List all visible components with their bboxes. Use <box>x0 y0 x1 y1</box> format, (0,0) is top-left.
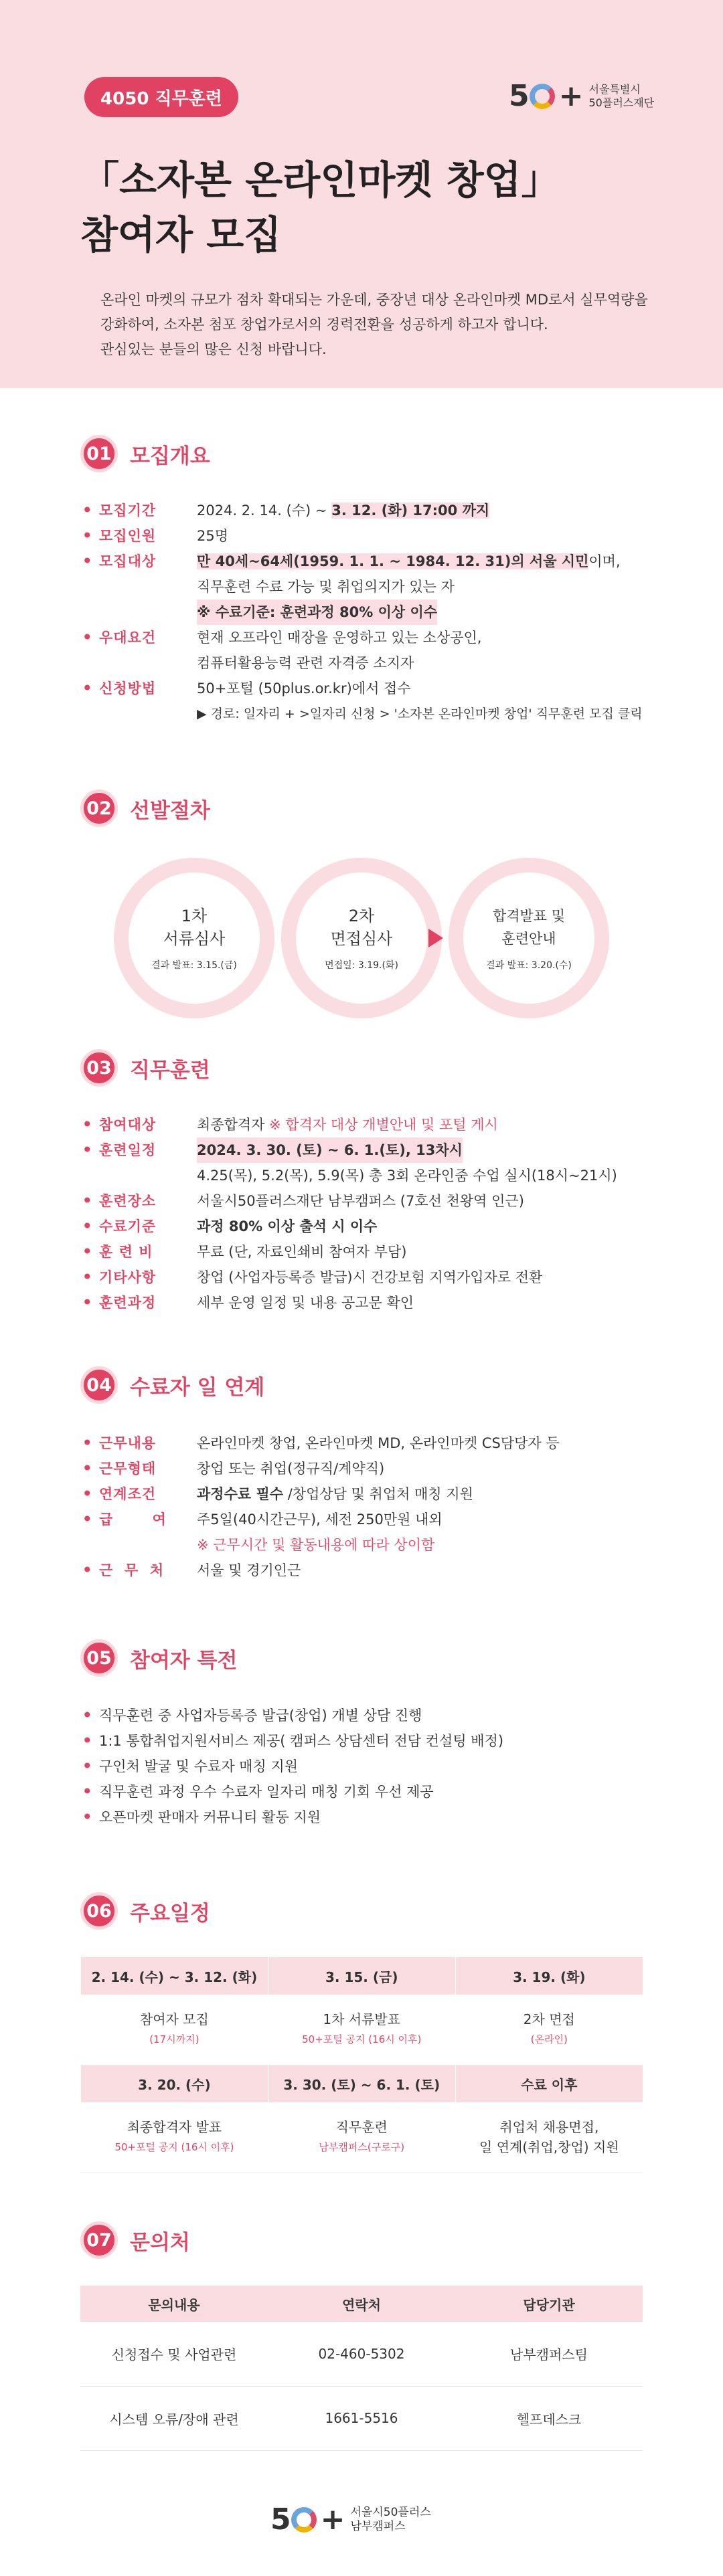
event-note: 50+포털 공지 (16시 이후) <box>114 2141 234 2154</box>
schedule-date: 3. 19. (화) <box>455 1957 643 1995</box>
section-header-training <box>80 1049 210 1087</box>
step-title: 합격발표 및 <box>492 908 566 924</box>
value: /창업상담 및 취업처 매칭 지원 <box>283 1486 473 1502</box>
step-note: 결과 발표: 3.15.(금) <box>151 960 237 971</box>
row-people: • 모집인원 25명 <box>82 523 228 549</box>
label: 근무내용 <box>99 1435 157 1451</box>
section-title: 선발절차 <box>130 798 210 823</box>
intro-line1: 온라인 마켓의 규모가 점차 확대되는 가운데, 중장년 대상 온라인마켓 MD로서 실무역량을 <box>100 292 648 308</box>
value: 서울 및 경기인근 <box>197 1562 301 1578</box>
inquiry-topic: 시스템 오류/장애 관련 <box>80 2386 268 2450</box>
contact-header-row <box>80 2286 643 2322</box>
schedule-date: 3. 15. (금) <box>268 1957 455 1995</box>
page-title <box>80 153 560 262</box>
label: 연계조건 <box>99 1486 157 1502</box>
contact-row <box>80 2322 643 2386</box>
section-number: 07 <box>80 2221 118 2259</box>
label: 모집기간 <box>99 502 157 519</box>
note: ※ 합격자 대상 개별안내 및 포털 게시 <box>269 1117 498 1133</box>
phone-number[interactable]: 02-460-5302 <box>268 2322 455 2386</box>
schedule-header-row <box>81 2065 643 2102</box>
event: 1차 서류발표 <box>323 2011 401 2028</box>
row-job: • 근무내용 온라인마켓 창업, 온라인마켓 MD, 온라인마켓 CS담당자 등 <box>82 1431 560 1456</box>
row-train-schedule: • 훈련일정 2024. 3. 30. (토) ~ 6. 1.(토), 13차시 <box>82 1137 463 1163</box>
pref-line2: 컴퓨터활용능력 관련 자격증 소지자 <box>197 655 414 671</box>
event: 취업처 채용면접, <box>499 2119 599 2136</box>
row-pay: • 급 여 주5일(40시간근무), 세전 250만원 내외 <box>82 1507 443 1532</box>
contact-table <box>80 2286 643 2451</box>
value: 2024. 3. 30. (토) ~ 6. 1.(토), 13차시 <box>197 1137 463 1163</box>
logo-ring-icon <box>291 2507 317 2533</box>
value: 세부 운영 일정 및 내용 공고문 확인 <box>197 1295 414 1311</box>
arrow-right-icon <box>428 929 443 947</box>
schedule-date: 2. 14. (수) ~ 3. 12. (화) <box>81 1957 268 1995</box>
schedule-cell <box>268 2102 455 2173</box>
value: 창업 (사업자등록증 발급)시 건강보험 지역가입자로 전환 <box>197 1269 543 1285</box>
benefit-item: • 1:1 통합취업지원서비스 제공( 캠퍼스 상담센터 전담 컨설팅 배정) <box>82 1728 503 1754</box>
program-badge: 4050 직무훈련 <box>84 77 238 117</box>
row-target: • 모집대상 만 40세~64세(1959. 1. 1. ~ 1984. 12. 31)의 서울 시민이며, <box>82 549 621 574</box>
step-title: 2차 <box>348 907 375 925</box>
schedule-cell <box>268 1995 455 2065</box>
target-line3: ※ 수료기준: 훈련과정 80% 이상 이수 <box>197 600 437 625</box>
department: 헬프데스크 <box>455 2386 643 2450</box>
selection-step-2-disc <box>281 858 442 1018</box>
row-apply: • 신청방법 50+포털 (50plus.or.kr)에서 접수 <box>82 676 411 701</box>
step-title: 서류심사 <box>163 929 226 948</box>
title-line2: 참여자 모집 <box>80 212 282 258</box>
inquiry-topic: 신청접수 및 사업관련 <box>80 2322 268 2386</box>
step-note: 결과 발표: 3.20.(수) <box>486 960 572 971</box>
section-header-benefits <box>80 1639 238 1677</box>
deadline-highlight: 3. 12. (화) 17:00 까지 <box>331 502 490 519</box>
section-number: 04 <box>80 1366 118 1404</box>
intro-line2: 강화하여, 소자본 첨포 창업가로서의 경력전환을 성공하게 하고자 합니다. <box>100 316 548 333</box>
row-train-target: • 참여대상 최종합격자 ※ 합격자 대상 개별안내 및 포털 게시 <box>82 1112 498 1137</box>
label: 훈 련 비 <box>99 1244 153 1260</box>
row-train-done: • 수료기준 과정 80% 이상 출석 시 이수 <box>82 1214 377 1239</box>
event: 2차 면접 <box>523 2011 575 2028</box>
label: 훈련과정 <box>99 1295 157 1311</box>
label: 우대요건 <box>99 630 157 646</box>
label: 모집대상 <box>99 553 157 569</box>
schedule-cell <box>455 1995 643 2065</box>
label: 훈련장소 <box>99 1193 157 1209</box>
section-number: 05 <box>80 1639 118 1677</box>
benefit-text: 오픈마켓 판매자 커뮤니티 활동 지원 <box>99 1809 321 1825</box>
section-title: 참여자 특전 <box>130 1648 238 1673</box>
event: 일 연계(취업,창업) 지원 <box>479 2139 619 2156</box>
value: 창업 또는 취업(정규직/계약직) <box>197 1461 385 1477</box>
event-note: (17시까지) <box>149 2033 199 2046</box>
section-number: 01 <box>80 435 118 472</box>
step-title: 면접심사 <box>330 929 393 948</box>
row-type: • 근무형태 창업 또는 취업(정규직/계약직) <box>82 1456 384 1481</box>
department: 남부캠퍼스팀 <box>455 2322 643 2386</box>
step-note: 면접일: 3.19.(화) <box>325 960 398 971</box>
contact-row <box>80 2386 643 2450</box>
foundation-logo: 5 + 서울특별시 50플러스재단 <box>509 79 655 113</box>
title-line1: 「소자본 온라인마켓 창업」 <box>80 157 560 203</box>
label: 기타사항 <box>99 1269 157 1285</box>
section-number: 03 <box>80 1049 118 1087</box>
selection-step-1 <box>114 858 274 1018</box>
section-title: 모집개요 <box>130 444 210 468</box>
row-train-etc: • 기타사항 창업 (사업자등록증 발급)시 건강보험 지역가입자로 전환 <box>82 1265 542 1290</box>
label: 모집인원 <box>99 528 157 544</box>
row-train-fee: • 훈 련 비 무료 (단, 자료인쇄비 참여자 부담) <box>82 1239 406 1265</box>
benefit-item: • 구인처 발굴 및 수료자 매칭 지원 <box>82 1754 298 1779</box>
plus-icon: + <box>320 2502 344 2537</box>
benefit-text: 구인처 발굴 및 수료자 매칭 지원 <box>99 1758 299 1774</box>
benefit-text: 직무훈련 중 사업자등록증 발급(창업) 개별 상담 진행 <box>99 1708 422 1724</box>
row-condition: • 연계조건 과정수료 필수 /창업상담 및 취업처 매칭 지원 <box>82 1481 473 1507</box>
section-title: 문의처 <box>130 2230 190 2255</box>
row-period: • 모집기간 2024. 2. 14. (수) ~ 3. 12. (화) 17:00 까지 <box>82 498 489 523</box>
event: 최종합격자 발표 <box>127 2119 222 2136</box>
schedule-line2: 4.25(목), 5.2(목), 5.9(목) 총 3회 온라인줌 수업 실시(18시~21시) <box>197 1168 617 1184</box>
logo-ring-icon <box>530 84 555 109</box>
schedule-table <box>80 1957 643 2173</box>
value: 주5일(40시간근무), 세전 250만원 내외 <box>197 1511 443 1528</box>
label: 급 여 <box>99 1511 167 1528</box>
row-train-course: • 훈련과정 세부 운영 일정 및 내용 공고문 확인 <box>82 1290 414 1315</box>
event-note: (온라인) <box>530 2033 568 2046</box>
phone-number[interactable]: 1661-5516 <box>268 2386 455 2450</box>
step-title: 1차 <box>181 907 208 925</box>
label: 훈련일정 <box>99 1142 157 1158</box>
label: 근 무 처 <box>99 1562 165 1578</box>
value-strong: 과정수료 필수 <box>197 1486 284 1502</box>
label: 근무형태 <box>99 1461 157 1477</box>
value: 이며, <box>588 553 621 569</box>
value: 25명 <box>197 528 229 544</box>
row-preference: • 우대요건 현재 오프라인 매장을 운영하고 있는 소상공인, <box>82 625 481 650</box>
value: 50+포털 (50plus.or.kr)에서 접수 <box>197 680 411 697</box>
plus-icon: + <box>558 79 582 113</box>
schedule-cell <box>81 2102 268 2173</box>
footer-org-line1: 서울시50플러스 <box>350 2505 431 2519</box>
value: 무료 (단, 자료인쇄비 참여자 부담) <box>197 1244 407 1260</box>
event-note: 남부캠퍼스(구로구) <box>319 2141 405 2154</box>
row-location: • 근 무 처 서울 및 경기인근 <box>82 1558 301 1583</box>
schedule-header-row <box>81 1957 643 1995</box>
section-header-selection <box>80 790 210 827</box>
hero-banner <box>0 0 723 388</box>
value: 2024. 2. 14. (수) ~ <box>197 502 332 519</box>
section-title: 수료자 일 연계 <box>130 1375 265 1400</box>
column-header: 담당기관 <box>455 2286 643 2322</box>
benefit-item: • 직무훈련 과정 우수 수료자 일자리 매칭 기회 우선 제공 <box>82 1779 434 1805</box>
section-title: 주요일정 <box>130 1901 210 1926</box>
step-title: 훈련안내 <box>501 931 556 947</box>
event-note: 50+포털 공지 (16시 이후) <box>302 2033 422 2046</box>
logo-org-line2: 50플러스재단 <box>588 96 655 109</box>
value: 현재 오프라인 매장을 운영하고 있는 소상공인, <box>197 630 482 646</box>
section-number: 06 <box>80 1892 118 1930</box>
label: 수료기준 <box>99 1218 157 1234</box>
intro-line3: 관심있는 분들의 많은 신청 바랍니다. <box>100 341 327 357</box>
section-title: 직무훈련 <box>130 1058 210 1083</box>
target-highlight: 만 40세~64세(1959. 1. 1. ~ 1984. 12. 31)의 서울 시민 <box>197 553 589 569</box>
schedule-cell <box>81 1995 268 2065</box>
label: 신청방법 <box>99 680 157 697</box>
section-header-schedule <box>80 1892 210 1930</box>
schedule-cell <box>455 2102 643 2173</box>
value: 과정 80% 이상 출석 시 이수 <box>197 1218 378 1234</box>
schedule-date: 3. 20. (수) <box>81 2065 268 2102</box>
schedule-row <box>81 2102 643 2173</box>
value: 온라인마켓 창업, 온라인마켓 MD, 온라인마켓 CS담당자 등 <box>197 1435 560 1451</box>
footer-org-line2: 남부캠퍼스 <box>350 2519 406 2533</box>
target-line2: 직무훈련 수료 가능 및 취업의지가 있는 자 <box>197 579 455 595</box>
column-header: 문의내용 <box>80 2286 268 2322</box>
section-number: 02 <box>80 790 118 827</box>
benefit-item: • 오픈마켓 판매자 커뮤니티 활동 지원 <box>82 1805 321 1830</box>
row-train-place: • 훈련장소 서울시50플러스재단 남부캠퍼스 (7호선 천왕역 인근) <box>82 1188 524 1214</box>
section-header-contact <box>80 2221 190 2259</box>
logo-org-line1: 서울특별시 <box>588 82 641 96</box>
benefit-item: • 직무훈련 중 사업자등록증 발급(창업) 개별 상담 진행 <box>82 1703 422 1728</box>
apply-path: ▶ 경로: 일자리 + >일자리 신청 > '소자본 온라인마켓 창업' 직무훈련 모집 클릭 <box>197 707 643 721</box>
schedule-row <box>81 1995 643 2065</box>
footer-logo: 5 + 서울시50플러스 남부캠퍼스 <box>270 2502 431 2537</box>
value: 서울시50플러스재단 남부캠퍼스 (7호선 천왕역 인근) <box>197 1193 524 1209</box>
benefit-text: 1:1 통합취업지원서비스 제공( 캠퍼스 상담센터 전담 컨설팅 배정) <box>99 1733 504 1749</box>
intro-text <box>100 288 676 362</box>
column-header: 연락처 <box>268 2286 455 2322</box>
event: 참여자 모집 <box>139 2011 209 2028</box>
pay-note: ※ 근무시간 및 활동내용에 따라 상이함 <box>197 1537 435 1553</box>
value: 최종합격자 <box>197 1117 270 1133</box>
benefit-text: 직무훈련 과정 우수 수료자 일자리 매칭 기회 우선 제공 <box>99 1784 434 1800</box>
section-header-job-link <box>80 1366 264 1404</box>
schedule-date: 3. 30. (토) ~ 6. 1. (토) <box>268 2065 455 2102</box>
event: 직무훈련 <box>335 2119 388 2136</box>
section-header-recruit <box>80 435 210 472</box>
label: 참여대상 <box>99 1117 157 1133</box>
selection-step-3 <box>449 858 609 1018</box>
schedule-date: 수료 이후 <box>455 2065 643 2102</box>
